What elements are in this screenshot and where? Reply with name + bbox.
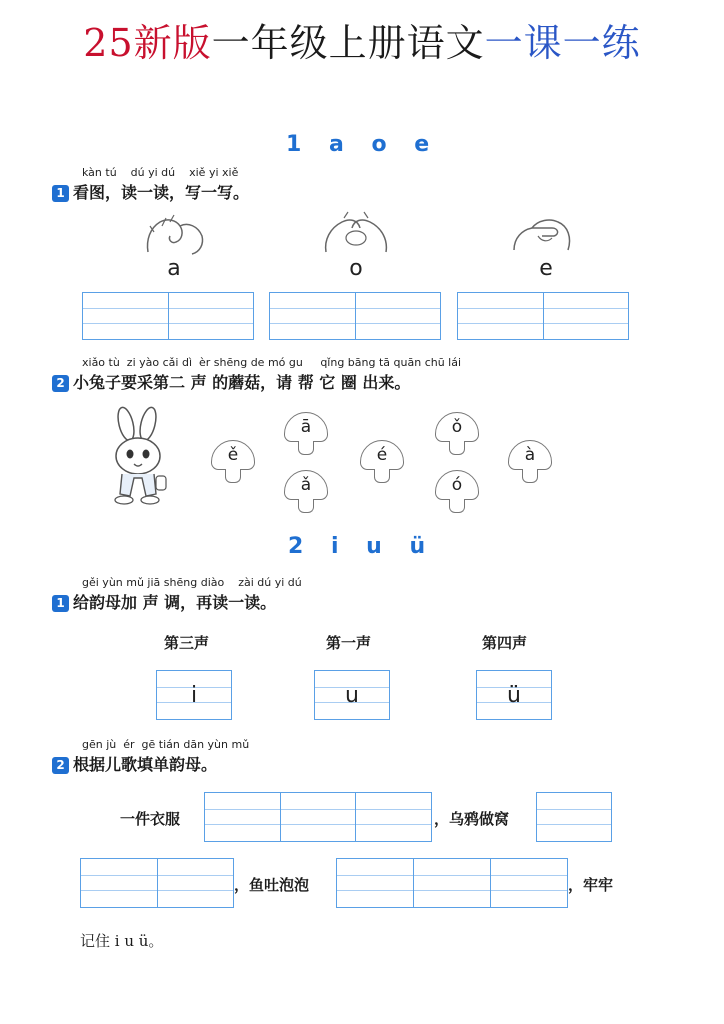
grid-cell[interactable]	[356, 293, 441, 339]
grid-cell[interactable]	[81, 859, 158, 907]
rhyme-grid-2[interactable]	[536, 792, 612, 842]
document-header	[0, 12, 724, 67]
task-text: 小兔子要采第二 声 的蘑菇，请 帮 它 圈 出来。	[73, 373, 411, 392]
tone-grid-i[interactable]	[156, 670, 232, 720]
grid-cell[interactable]	[169, 293, 254, 339]
letter-o: o	[349, 256, 363, 281]
mushroom-cap: ě	[211, 440, 255, 470]
tone-letter-v: ü	[507, 682, 521, 708]
header-grade: 一年级上册语文	[211, 21, 485, 65]
tone-label-fourth: 第四声	[482, 634, 528, 652]
mushroom-e3[interactable]	[211, 440, 257, 490]
grid-cell[interactable]	[281, 793, 357, 841]
rhyme-grid-3[interactable]	[80, 858, 234, 908]
task-number-badge: 2	[52, 757, 69, 774]
tone-label-third: 第三声	[164, 634, 210, 652]
mushroom-stem	[374, 469, 390, 483]
mushroom-stem	[449, 499, 465, 513]
tone-label-first: 第一声	[326, 634, 372, 652]
tone-grid-v[interactable]	[476, 670, 552, 720]
letter-e: e	[539, 256, 553, 281]
rhyme-grid-1[interactable]	[204, 792, 432, 842]
lesson1-task1-pinyin: kàn tú dú yi dú xiě yi xiě	[82, 166, 239, 179]
task-text: 看图，读一读，写一写。	[73, 183, 250, 202]
mushroom-a4[interactable]	[508, 440, 554, 490]
mushroom-stem	[298, 441, 314, 455]
rhyme-line3: 记住 i u ü。	[80, 932, 164, 950]
mushroom-cap: ǎ	[284, 470, 328, 500]
mushroom-cap: ǒ	[435, 412, 479, 442]
task-text: 给韵母加 声 调，再读一读。	[73, 593, 277, 612]
header-series: 一课一练	[484, 21, 641, 65]
grid-cell[interactable]	[337, 859, 414, 907]
grid-cell[interactable]	[270, 293, 356, 339]
writing-grid-e[interactable]	[457, 292, 629, 340]
grid-cell[interactable]	[544, 293, 629, 339]
mushroom-o2[interactable]	[435, 470, 481, 520]
lesson2-task1-instruction	[52, 590, 276, 613]
rhyme-grid-4[interactable]	[336, 858, 568, 908]
grid-cell[interactable]	[158, 859, 234, 907]
lesson2-task2-instruction	[52, 752, 217, 775]
mushroom-cap: ā	[284, 412, 328, 442]
tone-grid-u[interactable]	[314, 670, 390, 720]
rhyme-line2-end: ，牢牢	[568, 876, 614, 894]
rabbit-icon	[104, 406, 172, 506]
hand-gesture-a-icon	[140, 212, 210, 256]
lesson2-title: 2 i u ü	[288, 534, 436, 559]
hand-gesture-e-icon	[508, 212, 578, 256]
rhyme-line1-mid: ，乌鸦做窝	[434, 810, 510, 828]
mushroom-stem	[298, 499, 314, 513]
mushroom-cap: é	[360, 440, 404, 470]
rhyme-line1-start: 一件衣服	[120, 810, 181, 828]
mushroom-o3[interactable]	[435, 412, 481, 462]
task-text: 根据儿歌填单韵母。	[73, 755, 218, 774]
task-number-badge: 1	[52, 595, 69, 612]
lesson1-task2-instruction	[52, 370, 410, 393]
mushroom-a1[interactable]	[284, 412, 330, 462]
task-number-badge: 1	[52, 185, 69, 202]
lesson2-task1-pinyin: gěi yùn mǔ jiā shēng diào zài dú yi dú	[82, 576, 302, 589]
writing-grid-a[interactable]	[82, 292, 254, 340]
grid-cell[interactable]	[458, 293, 544, 339]
mushroom-a3[interactable]	[284, 470, 330, 520]
lesson1-task1-instruction	[52, 180, 249, 203]
tone-letter-i: i	[190, 682, 198, 708]
mushroom-stem	[522, 469, 538, 483]
mushroom-stem	[449, 441, 465, 455]
mushroom-e2[interactable]	[360, 440, 406, 490]
lesson2-task2-pinyin: gēn jù ér gē tián dān yùn mǔ	[82, 738, 250, 751]
mushroom-cap: ó	[435, 470, 479, 500]
letter-a: a	[167, 256, 181, 281]
grid-cell[interactable]	[205, 793, 281, 841]
hand-gesture-o-icon	[320, 210, 392, 256]
grid-cell[interactable]	[537, 793, 611, 841]
mushroom-cap: à	[508, 440, 552, 470]
rhyme-line2-mid: ，鱼吐泡泡	[234, 876, 310, 894]
tone-letter-u: u	[345, 682, 359, 708]
grid-cell[interactable]	[491, 859, 567, 907]
task-number-badge: 2	[52, 375, 69, 392]
grid-cell[interactable]	[414, 859, 491, 907]
lesson1-title: 1 a o e	[286, 132, 440, 157]
grid-cell[interactable]	[356, 793, 431, 841]
mushroom-stem	[225, 469, 241, 483]
writing-grid-o[interactable]	[269, 292, 441, 340]
header-edition: 25新版	[83, 21, 212, 65]
lesson1-task2-pinyin: xiǎo tù zi yào cǎi dì èr shēng de mó gu qǐng bāng tā quān chū lái	[82, 356, 462, 369]
grid-cell[interactable]	[83, 293, 169, 339]
